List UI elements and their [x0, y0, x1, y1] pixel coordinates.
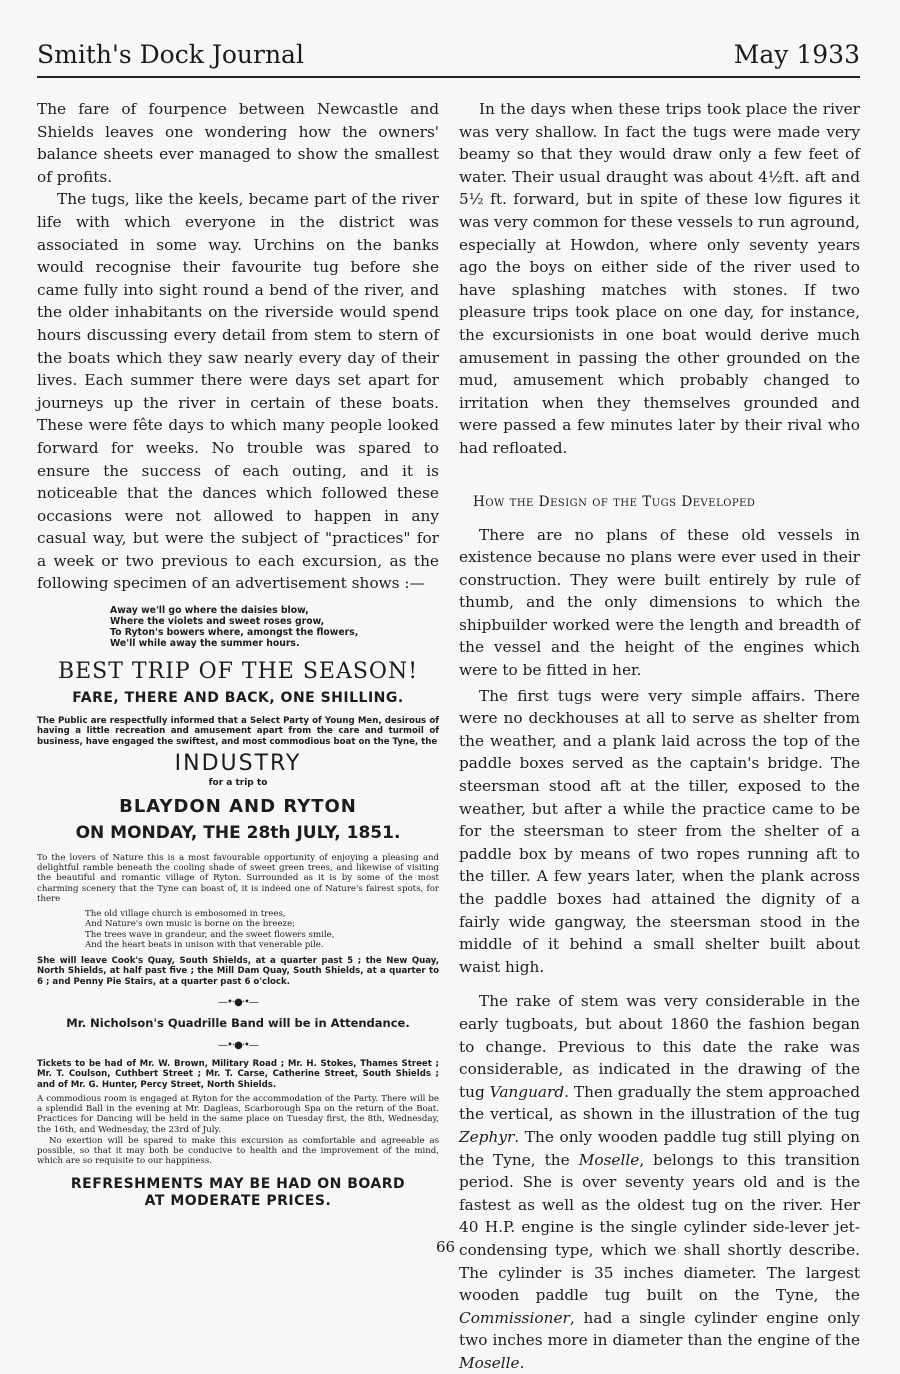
issue-date: May 1933: [733, 40, 860, 69]
refreshments-line-2: AT MODERATE PRICES.: [144, 1193, 332, 1210]
verse-line: Where the violets and sweet roses grow,: [110, 616, 325, 628]
text-run: , had a single cylinder engine only two inches more in diameter than the engine of the: [459, 1308, 860, 1350]
advert-fare: FARE, THERE AND BACK, ONE SHILLING.: [72, 690, 404, 707]
text-run: , belongs to this transition period. She is over seventy years old and is the fastest as well as the oldest tug on the river. Her 40 H.P. engine is the single cylinder side-lever jet-condensing type, which we shall shortly describe. The cylinder is 35 inches diameter. The largest wooden paddle tug built on the Tyne, the: [459, 1150, 860, 1305]
ornament-divider: —•·●·•—: [218, 1040, 258, 1052]
refreshments-line-1: REFRESHMENTS MAY BE HAD ON BOARD: [70, 1176, 406, 1193]
advert-verse: [110, 605, 439, 649]
right-paragraph-4: [459, 990, 860, 1374]
advert-refreshments: [37, 1176, 439, 1210]
verse-line: Away we'll go where the daisies blow,: [110, 605, 309, 617]
verse-line: And Nature's own music is borne on the breeze;: [85, 919, 296, 930]
right-paragraph-3: The first tugs were very simple affairs. There were no deckhouses at all to serve as shelter from the weather, and a plank laid across the top of the paddle boxes served as the captain's bridge. The steersman stood aft at the tiller, exposed to the weather, but after a while the practice came to be for the steersman to steer from the shelter of a paddle box by means of two ropes running aft to the tiller. A few years later, when the plank across the paddle boxes had attained the dignity of a fairly wide gangway, the steersman stood in the middle of it behind a small shelter built about waist high.: [459, 686, 860, 976]
text-run: . Then gradually the stem approached the vertical, as shown in the illustration of the tug: [459, 1082, 860, 1124]
right-paragraph-2: There are no plans of these old vessels in existence because no plans were ever used in their construction. They were built entirely by rule of thumb, and the only dimensions to which the shipbuilder worked were the length and breadth of the vessel and the height of the engines which were to be fitted in her.: [459, 525, 860, 680]
ship-name-vanguard: Vanguard: [489, 1082, 565, 1101]
advert-destination: BLAYDON AND RYTON: [119, 795, 357, 817]
ship-name-commissioner: Commissioner: [459, 1308, 570, 1327]
page-number: 66: [436, 1238, 456, 1256]
ship-name-moselle: Moselle: [459, 1353, 520, 1372]
advert-tickets: Tickets to be had of Mr. W. Brown, Military Road ; Mr. H. Stokes, Thames Street ; Mr. T. Coulson, Cuthbert Street ; Mr. T. Carse, Catherine Street, South Shields ; and of Mr. G. Hunter, Percy Street, North Shields.: [37, 1059, 439, 1090]
advert-exertion: No exertion will be spared to make this excursion as comfortable and agreeable as possible, so that it may both be conducive to health and the improvement of the mind, which are so requisite to our happiness.: [37, 1135, 439, 1167]
verse-line: To Ryton's bowers where, amongst the flowers,: [110, 627, 359, 639]
verse-line: The trees wave in grandeur, and the sweet flowers smile,: [85, 929, 335, 940]
right-paragraph-1: In the days when these trips took place the river was very shallow. In fact the tugs were made very beamy so that they would draw only a few feet of water. Their usual draught was about 4½ft. aft and 5½ ft. forward, but in spite of these low figures it was very common for these vessels to run aground, especially at Howdon, where only seventy years ago the boys on either side of the river used to have splashing matches with stones. If two pleasure trips took place on one day, for instance, the excursionists in one boat would derive much amusement in passing the other grounded on the mud, amusement which probably changed to irritation when they themselves grounded and were passed a few minutes later by their rival who had refloated.: [459, 100, 860, 457]
text-run: .: [519, 1353, 525, 1372]
advert-public-notice: The Public are respectfully informed that a Select Party of Young Men, desirous of having a little recreation and amusement apart from the care and turmoil of business, have engaged the swiftest, and most commodious boat on the Tyne, the: [37, 716, 439, 747]
advert-best-trip: BEST TRIP OF THE SEASON!: [57, 659, 419, 685]
ornament-divider: —•·●·•—: [218, 997, 258, 1009]
left-column: [37, 98, 439, 1210]
ship-name-moselle: Moselle: [578, 1150, 640, 1169]
advert-verse-2: [85, 909, 439, 950]
left-paragraph-2: The tugs, like the keels, became part of the river life with which everyone in the district was associated in some way. Urchins on the banks would recognise their favourite tug before she came fully into sight round a bend of the river, and the older inhabitants on the riverside would spend hours discussing every detail from stem to stern of the boats which they saw nearly every day of their lives. Each summer there were days set apart for journeys up the river in certain of these boats. These were fête days to which many people looked forward for weeks. No trouble was spared to ensure the success of each outing, and it is noticeable that the dances which followed these occasions were not allowed to happen in any casual way, but were the subject of "practices" for a week or two previous to each excursion, as the following specimen of an advertisement shows :—: [37, 190, 439, 593]
advert-date: ON MONDAY, THE 28th JULY, 1851.: [75, 822, 401, 843]
verse-line: We'll while away the summer hours.: [110, 638, 300, 650]
page-header: [37, 38, 860, 78]
journal-title: Smith's Dock Journal: [37, 40, 304, 69]
right-column: [459, 98, 860, 1374]
advert-for-trip: for a trip to: [208, 777, 268, 788]
advert-boat-name: INDUSTRY: [174, 750, 302, 776]
text-run: The rake of stem was very considerable in the early tugboats, but about 1860 the fashion began to change. Previous to this date the rake was considerable, as indicated in the drawing of the tug: [459, 992, 860, 1101]
text-run: . The only wooden paddle tug still plying on the Tyne, the: [459, 1127, 860, 1169]
advert-departure: She will leave Cook's Quay, South Shields, at a quarter past 5 ; the New Quay, North Shields, at half past five ; the Mill Dam Quay, South Shields, at a quarter to 6 ; and Penny Pie Stairs, at a quarter past 6 o'clock.: [37, 956, 439, 987]
verse-line: And the heart beats in unison with that venerable pile.: [85, 939, 324, 950]
section-heading: How the Design of the Tugs Developed: [473, 493, 756, 510]
verse-line: The old village church is embosomed in trees,: [85, 908, 286, 919]
ship-name-zephyr: Zephyr: [459, 1127, 515, 1146]
left-paragraph-1: The fare of fourpence between Newcastle and Shields leaves one wondering how the owners' balance sheets ever managed to show the smallest of profits.: [37, 100, 439, 186]
advert-room: A commodious room is engaged at Ryton for the accommodation of the Party. There will be a splendid Ball in the evening at Mr. Dagleas, Scarborough Spa on the return of the Boat. Practices for Dancing will be held in the same place on Tuesday first, the 8th, Wednesday, the 16th, and Wednesday, the 23rd of July.: [37, 1093, 439, 1135]
advert-band: Mr. Nicholson's Quadrille Band will be in Attendance.: [66, 1016, 410, 1031]
advert-lovers-of-nature: To the lovers of Nature this is a most favourable opportunity of enjoying a pleasing and delightful ramble beneath the cooling shade of sweet green trees, and likewise of visiting the beautiful and romantic village of Ryton. Surrounded as it is by some of the most charming scenery that the Tyne can boast of, it is indeed one of Nature's fairest spots, for there: [37, 852, 439, 904]
